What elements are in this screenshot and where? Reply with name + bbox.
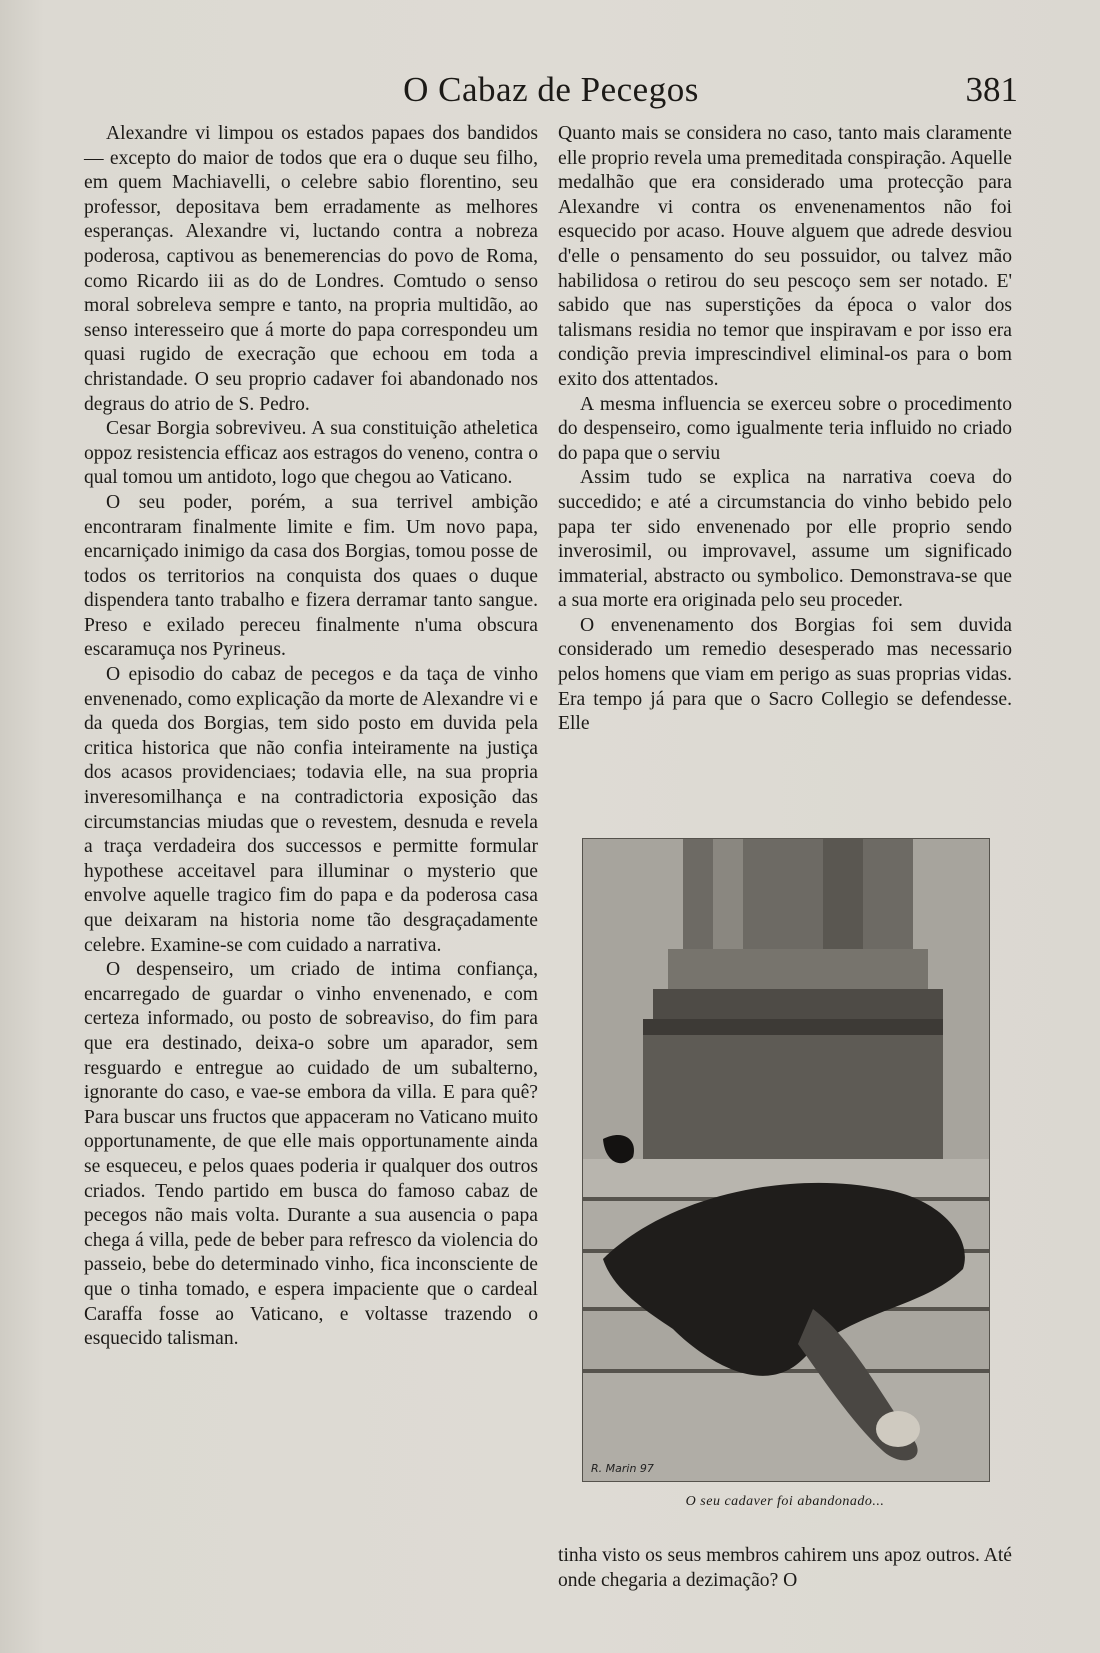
left-column — [84, 122, 538, 1352]
figure-caption: O seu cadaver foi abandonado... — [685, 1494, 885, 1509]
paragraph: Alexandre vi limpou os estados papaes dos bandidos — excepto do maior de todos que era o duque seu filho, em quem Machiavelli, o celebre sabio florentino, seu professor, depositava bem erradamente as melhores esperanças. Alexandre vi, luctando contra a nobreza poderosa, captivou as benemerencias do povo de Roma, como Ricardo iii as do de Londres. Comtudo o senso moral sobreleva sempre e tanto, na propria multidão, ao senso interesseiro que á morte do papa correspondeu um quasi rugido de execração que echoou em toda a christandade. O seu proprio cadaver foi abandonado nos degraus do atrio de S. Pedro. — [84, 123, 538, 415]
paragraph: A mesma influencia se exerceu sobre o procedimento do despenseiro, como igualmente teria influido no criado do papa que o serviu — [558, 393, 1012, 464]
page-number: 381 — [965, 70, 1018, 109]
illustration — [582, 838, 988, 1480]
paragraph: Assim tudo se explica na narrativa coeva do succedido; e até a circumstancia do vinho bebido pelo papa ter sido envenenado por elle proprio sendo inverosimil, ou improvavel, assume um significado immaterial, abstracto ou symbolico. Demonstrava-se que a sua morte era originada pelo seu proceder. — [558, 467, 1012, 612]
paragraph: O seu poder, porém, a sua terrivel ambição encontraram finalmente limite e fim. Um novo papa, encarniçado inimigo da casa dos Borgias, tomou posse de todos os territorios na conquista dos quaes o duque dispendera tanto trabalho e fizera derramar tanto sangue. Preso e exilado pereceu finalmente n'uma obscura escaramuça nos Pyrineus. — [84, 491, 538, 661]
illustration-drawing — [583, 839, 989, 1481]
artist-signature: R. Marin 97 — [591, 1462, 654, 1475]
illustration-frame — [582, 838, 990, 1482]
paragraph: Quanto mais se considera no caso, tanto mais claramente elle proprio revela uma premeditada conspiração. Aquelle medalhão que era considerado uma protecção para Alexandre vi contra os envenenamentos não foi esquecido por acaso. Houve alguem que adrede desviou d'elle o pensamento do seu possuidor, ou talvez mão habilidosa o retirou do seu pescoço sem ser notado. E' sabido que nas superstições da época o valor dos talismans residia no temor que inspiravam e por isso era condição previa imprescindivel eliminal-os para o bom exito dos attentados. — [558, 123, 1012, 390]
plinth — [643, 1019, 943, 1159]
paragraph: O despenseiro, um criado de intima confiança, encarregado de guardar o vinho envenenado, e com certeza informado, ou posto de sobreaviso, do fim para que era destinado, deixa-o sobre um aparador, sem resguardo e entregue ao cuidado de um subalterno, ignorante do caso, e vae-se embora da villa. E para quê? Para buscar uns fructos que appaceram no Vaticano muito opportunamente, de que elle mais opportunamente ainda se esqueceu, e pelos quaes poderia ir qualquer dos outros criados. Tendo partido em busca do famoso cabaz de pecegos não mais volta. Durante a sua ausencia o papa chega á villa, pede de beber para refresco da violencia do passeio, bebe do determinado vinho, fica inconsciente de que o tinha tomado, e espera impaciente que o cardeal Caraffa fosse ao Vaticano, e voltasse trazendo o esquecido talisman. — [84, 959, 538, 1350]
paragraph: tinha visto os seus membros cahirem uns apoz outros. Até onde chegaria a dezimação? O — [558, 1545, 1012, 1591]
right-column-continuation — [558, 1544, 1012, 1593]
paragraph: Cesar Borgia sobreviveu. A sua constituição atheletica oppoz resistencia efficaz aos estragos do veneno, contra o qual tomou um antidoto, logo que chegou ao Vaticano. — [84, 418, 538, 489]
column-base — [668, 949, 928, 989]
right-column — [558, 122, 1012, 737]
paragraph: O envenenamento dos Borgias foi sem duvida considerado um remedio desesperado mas necessario pelos homens que viam em perigo as suas proprias vidas. Era tempo já para que o Sacro Collegio se defendesse. Elle — [558, 614, 1012, 735]
paragraph: O episodio do cabaz de pecegos e da taça de vinho envenenado, como explicação da morte de Alexandre vi e da queda dos Borgias, tem sido posto em duvida pela critica historica que não confia inteiramente na justiça dos acasos providenciaes; todavia elle, na sua propria inveresomilhança e na contradictoria exposição das circumstancias miudas que o revestem, desnuda e revela a traça verdadeira dos successos e permitte formular hypothese acceitavel para illuminar o mysterio que envolve aquelle tragico fim do papa e da poderosa casa que deixaram na historia nome tão desgraçadamente celebre. Examine-se com cuidado a narrativa. — [84, 664, 538, 956]
running-title: O Cabaz de Pecegos — [403, 70, 699, 109]
page-header — [84, 70, 1018, 114]
